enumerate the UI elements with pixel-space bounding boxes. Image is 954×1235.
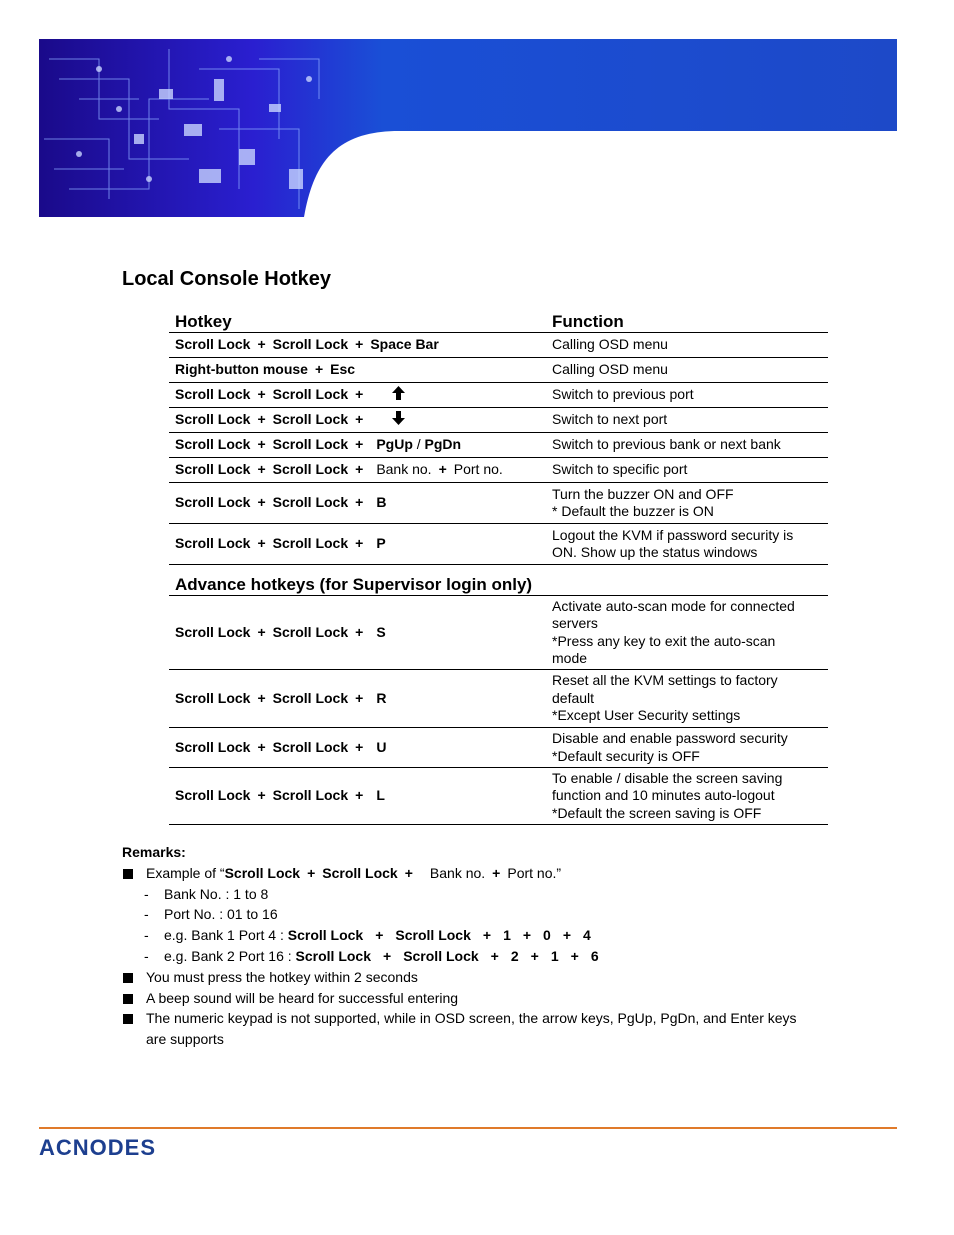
list-item: Example of “Scroll Lock + Scroll Lock + Bank no. + Port no.” (122, 863, 842, 884)
list-item: - e.g. Bank 1 Port 4 : Scroll Lock + Scroll Lock + 1 + 0 + 4 (144, 927, 591, 944)
acnodes-logo (39, 1134, 199, 1160)
hotkey-cell: Scroll Lock + Scroll Lock + B (169, 483, 546, 524)
function-cell: Activate auto-scan mode for connected servers *Press any key to exit the auto-scan mode (546, 596, 828, 670)
function-column-header: Function (546, 304, 828, 333)
hotkey-cell: Scroll Lock + Scroll Lock + PgUp / PgDn (169, 433, 546, 458)
remarks-title: Remarks: (122, 844, 186, 860)
footer-divider (39, 1127, 897, 1129)
function-cell: Disable and enable password security *Default security is OFF (546, 728, 828, 768)
hotkey-cell: Scroll Lock + Scroll Lock + (169, 408, 546, 433)
list-item: A beep sound will be heard for successful entering (122, 988, 842, 1009)
list-item: - e.g. Bank 2 Port 16 : Scroll Lock + Scroll Lock + 2 + 1 + 6 (144, 947, 599, 964)
hotkey-cell: Scroll Lock + Scroll Lock + U (169, 728, 546, 768)
list-item: You must press the hotkey within 2 seconds (122, 967, 842, 988)
advance-hotkeys-title: Advance hotkeys (for Supervisor login only) (169, 565, 828, 596)
function-cell: Reset all the KVM settings to factory default *Except User Security settings (546, 670, 828, 728)
remarks-section (122, 842, 842, 1050)
hotkey-column-header: Hotkey (169, 304, 546, 333)
table-row (169, 670, 828, 728)
page-title: Local Console Hotkey (122, 268, 331, 290)
list-item: - Port No. : 01 to 16 (144, 906, 278, 923)
hotkey-cell: Scroll Lock + Scroll Lock + (169, 383, 546, 408)
arrow-down-icon (392, 411, 405, 425)
table-row (169, 333, 828, 358)
function-cell: Switch to previous bank or next bank (546, 433, 828, 458)
header-banner (39, 39, 897, 217)
function-cell: Calling OSD menu (546, 358, 828, 383)
circuit-board-banner-image (39, 39, 897, 217)
arrow-up-icon (392, 386, 405, 400)
hotkey-cell: Scroll Lock + Scroll Lock + Space Bar (169, 333, 546, 358)
square-bullet-icon (123, 1014, 133, 1024)
list-item: - Bank No. : 1 to 8 (144, 885, 269, 902)
table-row (169, 383, 828, 408)
function-cell: Logout the KVM if password security is ON. Show up the status windows (546, 524, 828, 565)
hotkey-cell: Scroll Lock + Scroll Lock + L (169, 768, 546, 825)
square-bullet-icon (123, 869, 133, 879)
hotkey-cell: Scroll Lock + Scroll Lock + R (169, 670, 546, 728)
hotkey-cell: Scroll Lock + Scroll Lock + P (169, 524, 546, 565)
list-item: The numeric keypad is not supported, while in OSD screen, the arrow keys, PgUp, PgDn, and Enter keys are supports (122, 1008, 842, 1050)
function-cell: Switch to next port (546, 408, 828, 433)
function-cell: Switch to previous port (546, 383, 828, 408)
table-row (169, 483, 828, 524)
function-cell: Calling OSD menu (546, 333, 828, 358)
square-bullet-icon (123, 973, 133, 983)
table-row (169, 358, 828, 383)
function-cell: Turn the buzzer ON and OFF * Default the buzzer is ON (546, 483, 828, 524)
hotkey-cell: Scroll Lock + Scroll Lock + S (169, 596, 546, 670)
function-cell: Switch to specific port (546, 458, 828, 483)
hotkey-cell: Right-button mouse + Esc (169, 358, 546, 383)
table-row (169, 458, 828, 483)
table-row (169, 768, 828, 825)
advance-hotkeys-header-row (169, 565, 828, 596)
table-row (169, 596, 828, 670)
table-row (169, 408, 828, 433)
hotkey-cell: Scroll Lock + Scroll Lock + Bank no. + Port no. (169, 458, 546, 483)
table-row (169, 524, 828, 565)
table-row (169, 433, 828, 458)
function-cell: To enable / disable the screen saving function and 10 minutes auto-logout *Default the screen saving is OFF (546, 768, 828, 825)
table-header-row (169, 304, 828, 333)
hotkey-table (169, 304, 828, 825)
square-bullet-icon (123, 994, 133, 1004)
table-row (169, 728, 828, 768)
logo-text: ACNODES (39, 1135, 157, 1160)
